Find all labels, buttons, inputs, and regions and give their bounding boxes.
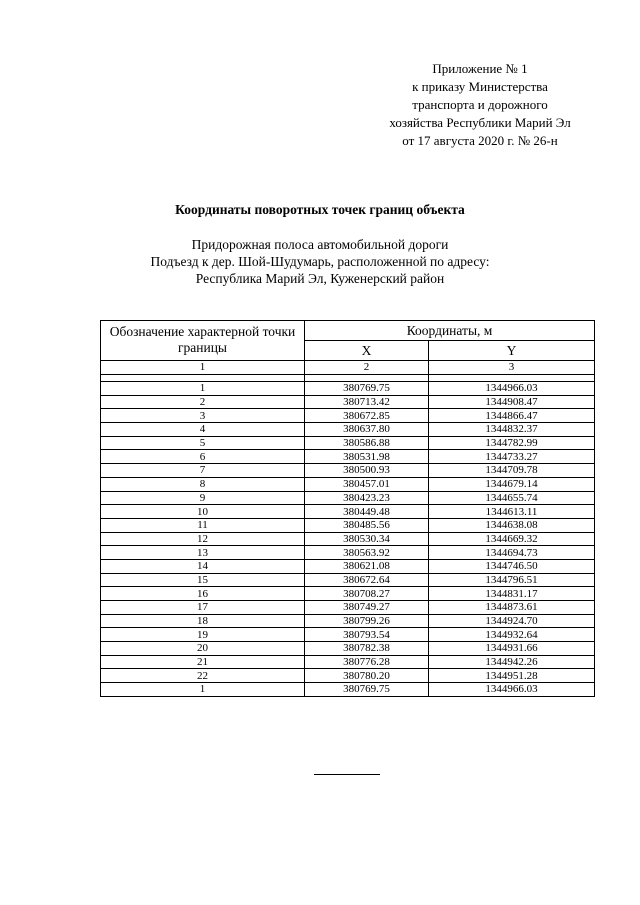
point-number-cell: 10 [101, 505, 305, 519]
y-coordinate-cell: 1344709.78 [429, 464, 595, 478]
table-row [101, 532, 595, 546]
table-row [101, 614, 595, 628]
appendix-line: от 17 августа 2020 г. № 26-н [402, 133, 558, 148]
y-coordinate-cell: 1344782.99 [429, 436, 595, 450]
header-y: Y [429, 341, 595, 361]
point-number-cell: 16 [101, 587, 305, 601]
column-number: 2 [305, 361, 429, 375]
x-coordinate-cell: 380749.27 [305, 601, 429, 615]
table-row [101, 464, 595, 478]
table-row [101, 546, 595, 560]
y-coordinate-cell: 1344966.03 [429, 382, 595, 396]
x-coordinate-cell: 380457.01 [305, 477, 429, 491]
x-coordinate-cell: 380449.48 [305, 505, 429, 519]
appendix-line: Приложение № 1 [432, 61, 528, 76]
y-coordinate-cell: 1344831.17 [429, 587, 595, 601]
y-coordinate-cell: 1344951.28 [429, 669, 595, 683]
header-point-designation: Обозначение характерной точки границы [101, 321, 305, 361]
table-row [101, 642, 595, 656]
table-row [101, 491, 595, 505]
table-row [101, 395, 595, 409]
point-number-cell: 11 [101, 518, 305, 532]
point-number-cell: 21 [101, 655, 305, 669]
point-number-cell: 18 [101, 614, 305, 628]
table-row [101, 669, 595, 683]
footer-separator-line [314, 774, 380, 775]
x-coordinate-cell: 380485.56 [305, 518, 429, 532]
document-title: Координаты поворотных точек границ объекта [175, 202, 465, 217]
appendix-block [330, 60, 630, 150]
table-row [101, 655, 595, 669]
x-coordinate-cell: 380423.23 [305, 491, 429, 505]
point-number-cell: 1 [101, 382, 305, 396]
x-coordinate-cell: 380531.98 [305, 450, 429, 464]
x-coordinate-cell: 380672.85 [305, 409, 429, 423]
y-coordinate-cell: 1344832.37 [429, 423, 595, 437]
table-row [101, 409, 595, 423]
x-coordinate-cell: 380563.92 [305, 546, 429, 560]
column-number: 3 [429, 361, 595, 375]
y-coordinate-cell: 1344679.14 [429, 477, 595, 491]
point-number-cell: 17 [101, 601, 305, 615]
point-number-cell: 15 [101, 573, 305, 587]
column-number: 1 [101, 361, 305, 375]
spacer-row [101, 375, 595, 382]
table-row [101, 505, 595, 519]
y-coordinate-cell: 1344746.50 [429, 559, 595, 573]
x-coordinate-cell: 380586.88 [305, 436, 429, 450]
point-number-cell: 9 [101, 491, 305, 505]
subtitle-line: Подъезд к дер. Шой-Шудумарь, расположенной по адресу: [150, 254, 490, 269]
header-x: X [305, 341, 429, 361]
table-row [101, 423, 595, 437]
table-row [101, 601, 595, 615]
x-coordinate-cell: 380637.80 [305, 423, 429, 437]
point-number-cell: 19 [101, 628, 305, 642]
y-coordinate-cell: 1344669.32 [429, 532, 595, 546]
point-number-cell: 12 [101, 532, 305, 546]
table-row [101, 436, 595, 450]
x-coordinate-cell: 380530.34 [305, 532, 429, 546]
point-number-cell: 5 [101, 436, 305, 450]
appendix-line: хозяйства Республики Марий Эл [389, 115, 571, 130]
x-coordinate-cell: 380799.26 [305, 614, 429, 628]
table-row [101, 518, 595, 532]
table-row [101, 683, 595, 697]
y-coordinate-cell: 1344655.74 [429, 491, 595, 505]
coordinates-table [100, 320, 595, 697]
point-number-cell: 8 [101, 477, 305, 491]
appendix-line: транспорта и дорожного [412, 97, 548, 112]
point-number-cell: 20 [101, 642, 305, 656]
table-row [101, 628, 595, 642]
point-number-cell: 13 [101, 546, 305, 560]
table-row [101, 450, 595, 464]
x-coordinate-cell: 380780.20 [305, 669, 429, 683]
x-coordinate-cell: 380793.54 [305, 628, 429, 642]
y-coordinate-cell: 1344873.61 [429, 601, 595, 615]
x-coordinate-cell: 380782.38 [305, 642, 429, 656]
point-number-cell: 14 [101, 559, 305, 573]
y-coordinate-cell: 1344931.66 [429, 642, 595, 656]
x-coordinate-cell: 380708.27 [305, 587, 429, 601]
y-coordinate-cell: 1344932.64 [429, 628, 595, 642]
header-coordinates: Координаты, м [305, 321, 595, 341]
x-coordinate-cell: 380713.42 [305, 395, 429, 409]
point-number-cell: 4 [101, 423, 305, 437]
x-coordinate-cell: 380621.08 [305, 559, 429, 573]
table-row [101, 382, 595, 396]
subtitle-line: Республика Марий Эл, Куженерский район [195, 271, 445, 286]
table-row [101, 573, 595, 587]
y-coordinate-cell: 1344733.27 [429, 450, 595, 464]
x-coordinate-cell: 380500.93 [305, 464, 429, 478]
y-coordinate-cell: 1344613.11 [429, 505, 595, 519]
table-row [101, 477, 595, 491]
x-coordinate-cell: 380769.75 [305, 683, 429, 697]
y-coordinate-cell: 1344924.70 [429, 614, 595, 628]
x-coordinate-cell: 380769.75 [305, 382, 429, 396]
table-row [101, 559, 595, 573]
point-number-cell: 22 [101, 669, 305, 683]
x-coordinate-cell: 380776.28 [305, 655, 429, 669]
object-description [0, 236, 640, 287]
x-coordinate-cell: 380672.64 [305, 573, 429, 587]
appendix-line: к приказу Министерства [412, 79, 548, 94]
table-row [101, 587, 595, 601]
y-coordinate-cell: 1344694.73 [429, 546, 595, 560]
subtitle-line: Придорожная полоса автомобильной дороги [191, 237, 449, 252]
y-coordinate-cell: 1344866.47 [429, 409, 595, 423]
point-number-cell: 7 [101, 464, 305, 478]
y-coordinate-cell: 1344942.26 [429, 655, 595, 669]
y-coordinate-cell: 1344908.47 [429, 395, 595, 409]
point-number-cell: 1 [101, 683, 305, 697]
y-coordinate-cell: 1344966.03 [429, 683, 595, 697]
y-coordinate-cell: 1344796.51 [429, 573, 595, 587]
point-number-cell: 3 [101, 409, 305, 423]
y-coordinate-cell: 1344638.08 [429, 518, 595, 532]
point-number-cell: 2 [101, 395, 305, 409]
point-number-cell: 6 [101, 450, 305, 464]
